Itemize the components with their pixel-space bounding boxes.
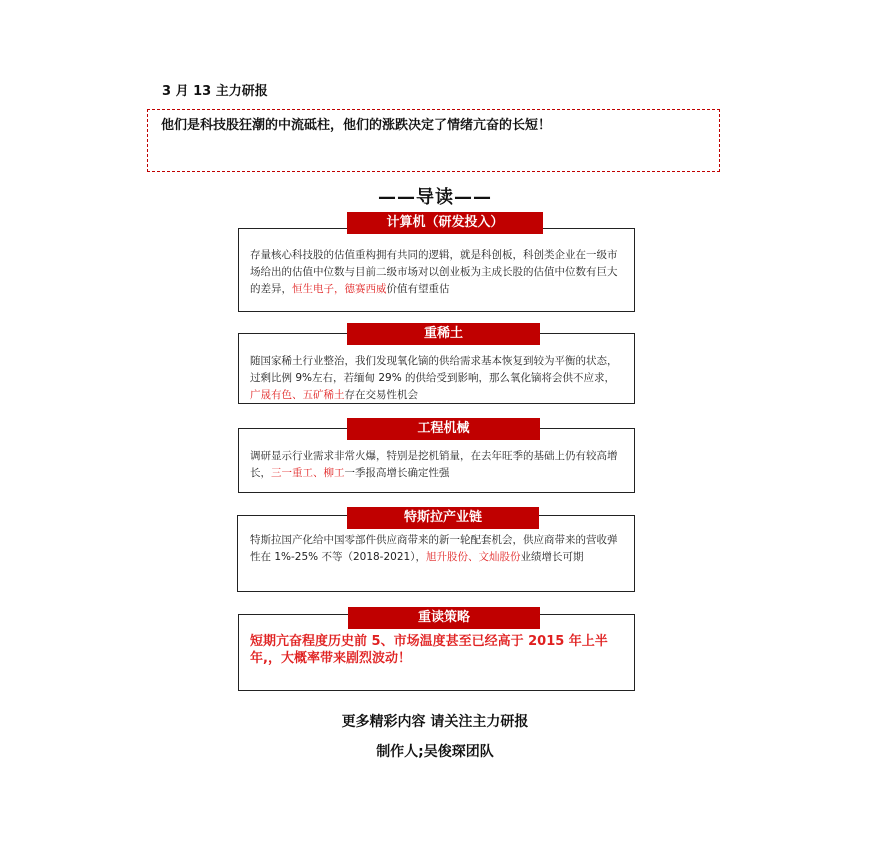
paragraph-text-after: 一季报高增长确定性强 (344, 467, 450, 479)
paragraph-text-after: 价值有望重估 (386, 283, 450, 295)
section-banner-machinery: 工程机械 (347, 418, 540, 440)
section-banner-rare-earth: 重稀土 (347, 323, 540, 345)
paragraph-text: 特斯拉国产化给中国零部件供应商带来的新一轮配套机会，供应商带来的营收弹性在 1%-25% 不等（2018-2021）， (250, 534, 618, 563)
highlighted-stocks: 恒生电子，德赛西威 (292, 283, 387, 295)
paragraph-text-after: 业绩增长可期 (520, 551, 584, 563)
paragraph-text: 存量核心科技股的估值重构拥有共同的逻辑，就是科创板，科创类企业在一级市场给出的估值中位数与目前二级市场对以创业板为主成长股的估值中位数有巨大的差异， (250, 249, 618, 295)
section-banner-computer: 计算机（研发投入） (347, 212, 543, 234)
highlighted-stocks: 三一重工、柳工 (271, 467, 345, 479)
paragraph-text: 随国家稀土行业整治，我们发现氧化镝的供给需求基本恢复到较为平衡的状态，过剩比例 9%左右，若缅甸 29% 的供给受到影响，那么氧化镝将会供不应求， (250, 355, 618, 384)
guide-title: ——导读—— (378, 187, 492, 208)
highlighted-stocks: 旭升股份、文灿股份 (425, 551, 521, 563)
report-date-title: 3 月 13 主力研报 (162, 84, 268, 99)
highlighted-stocks: 广晟有色、五矿稀土 (250, 389, 345, 401)
section-text-machinery (250, 448, 625, 482)
paragraph-text: 调研显示行业需求非常火爆，特别是挖机销量，在去年旺季的基础上仍有较高增长， (250, 450, 618, 479)
section-text-rare-earth (250, 353, 625, 404)
section-banner-tesla: 特斯拉产业链 (347, 507, 539, 529)
strategy-text: 短期亢奋程度历史前 5、市场温度甚至已经高于 2015 年上半年,，大概率带来剧烈波动！ (250, 634, 608, 666)
footer-follow-text: 更多精彩内容 请关注主力研报 (341, 714, 529, 730)
section-text-tesla (250, 532, 625, 566)
footer-producer-text: 制作人;吴俊琛团队 (376, 744, 494, 760)
section-text-computer (250, 247, 625, 298)
headline-text: 他们是科技股狂潮的中流砥柱，他们的涨跌决定了情绪亢奋的长短！ (161, 118, 552, 133)
paragraph-text-after: 存在交易性机会 (344, 389, 418, 401)
section-banner-strategy: 重读策略 (348, 607, 540, 629)
